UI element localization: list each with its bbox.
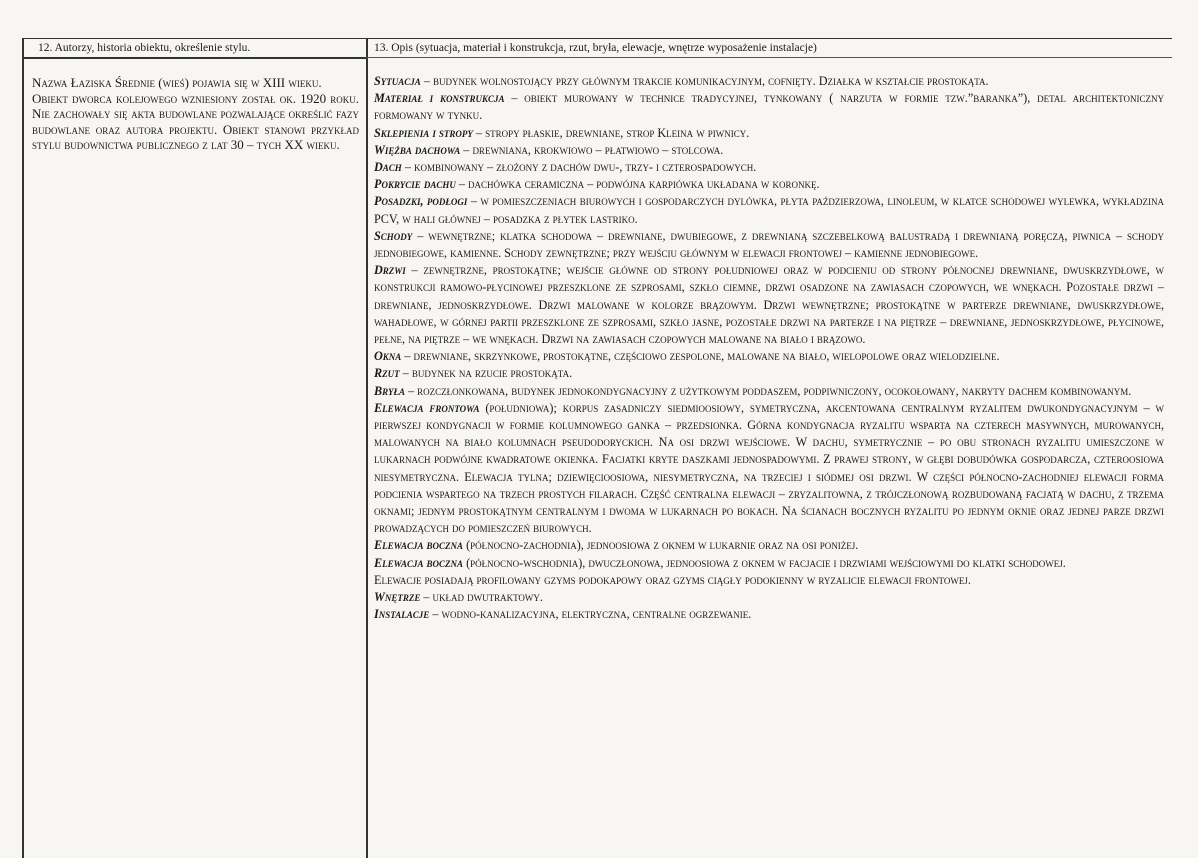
entry-term: Dach — [374, 160, 402, 175]
form-sheet — [22, 38, 1172, 858]
entry-text: – budynek wolnostojący przy głównym trakcie komunikacyjnym, cofnięty. Działka w kształcie prostokąta. — [420, 74, 989, 88]
description-entry — [374, 262, 1164, 348]
entry-term: Bryła — [374, 383, 405, 398]
description-entry — [374, 572, 1164, 589]
entry-term: Okna — [374, 349, 402, 364]
entry-text: – wewnętrzne; klatka schodowa – drewniane, dwubiegowe, z drewnianą szczebelkową balustradą i drewnianą poręczą, piwnica – schody jednobiegowe, kamienne. Schody zewnętrzne; przy wejściu głównym w elewacji frontowej – kamienne jednobiegowe. — [374, 228, 1164, 261]
entry-text: – dachówka ceramiczna – podwójna karpiówka układana w koronkę. — [455, 177, 820, 192]
entry-term: Drzwi — [374, 263, 406, 278]
description-entry — [374, 125, 1164, 142]
entry-term: Pokrycie dachu — [374, 177, 456, 192]
entry-text: – budynek na rzucie prostokąta. — [399, 366, 573, 381]
entry-text: (północno-wschodnia), dwuczłonowa, jednoosiowa z oknem w facjacie i drzwiami wejściowymi do klatki schodowej. — [463, 555, 1066, 570]
description-entry — [374, 159, 1164, 176]
description-entry — [374, 365, 1164, 382]
entry-term: Posadzki, podłogi — [374, 194, 468, 209]
entry-text: – zewnętrzne, prostokątne; wejście główne od strony południowej oraz w podcieniu od strony północnej drewniane, dwuskrzydłowe, w konstrukcji ramowo-płycinowej przeszklone ze szprosami, szkło ciemne, drzwi osadzone na zawiasach czopowych, we wnękach. Pozostałe drzwi – drewniane, jednoskrzydłowe. Drzwi malowane w kolorze brązowym. Drzwi wewnętrzne; prostokątne w parterze drewniane, dwuskrzydłowe, wahadłowe, w górnej partii przeszklone ze szprosami, szkło jasne, pozostałe drzwi na parterze i na piętrze – drewniane, jednoskrzydłowe, płycinowe, pełne, na piętrze – we wnękach. Drzwi na zawiasach czopowych malowane na biało i brązowo. — [374, 263, 1164, 347]
entry-term: Elewacja boczna — [374, 538, 464, 553]
description-entry — [374, 193, 1164, 227]
entry-text: (północno-zachodnia), jednoosiowa z oknem w lukarnie oraz na osi poniżej. — [463, 538, 859, 553]
entry-text: (południowa); korpus zasadniczy siedmioosiowy, symetryczna, akcentowana centralnym ryzalitem dwukondygnacyjnym – w pierwszej kondygnacji w formie kolumnowego ganka – przedsionka. Górna kondygnacja ryzalitu wsparta na czterech masywnych, murowanych, malowanych na biało kolumnach pseudodoryckich. Na osi drzwi wejściowe. W dachu, symetrycznie – po obu stronach ryzalitu umieszczone w lukarnach podwójne kwadratowe okienka. Facjatki kryte daszkami jednospadowymi. Z prawej strony, w głębi dobudówka gospodarcza, czteroosiowa niesymetryczna. Elewacja tylna; dziewięcioosiowa, niesymetryczna, na trzeciej i siódmej osi drzwi. W części północno-zachodniej elewacji forma podcienia wspartego na trzech prostych filarach. Część centralna elewacji – zryzalitowna, z trójczłonową rozbudowaną facjatą w dachu, z trzema oknami; jednym prostokątnym centralnym i dwoma w lukarnach po bokach. Na ścianach bocznych ryzalitu po jednym oknie oraz jednej parze drzwi prowadzących do pomieszczeń biurowych. — [374, 400, 1164, 536]
entry-text: – drewniana, krokwiowo – płatwiowo – stolcowa. — [460, 142, 724, 157]
entry-term: Schody — [374, 228, 413, 243]
description-column — [374, 73, 1164, 624]
entry-text: – wodno-kanalizacyjna, elektryczna, centralne ogrzewanie. — [429, 607, 752, 622]
entry-term: Sklepienia i stropy — [374, 125, 473, 140]
entry-term: Elewacja frontowa — [374, 400, 480, 415]
history-column — [32, 75, 359, 153]
entry-text: – obiekt murowany w technice tradycyjnej, tynkowany ( narzuta w formie tzw.”baranka”), detal architektoniczny formowany w tynku. — [374, 91, 1165, 123]
description-entry — [374, 142, 1164, 159]
description-entry — [374, 537, 1164, 554]
description-entry — [374, 176, 1164, 193]
section-12-header: 12. Autorzy, historia obiektu, określenie stylu. — [38, 42, 251, 54]
description-entry — [374, 606, 1164, 623]
entry-text: – stropy płaskie, drewniane, strop Kleina w piwnicy. — [472, 125, 750, 140]
entry-term: Instalacje — [374, 607, 430, 622]
description-entry — [374, 383, 1164, 400]
entry-term: Sytuacja — [374, 74, 421, 88]
column-divider — [366, 39, 368, 858]
entry-term: Elewacja boczna — [374, 555, 464, 570]
description-entry — [374, 228, 1164, 262]
description-entry — [374, 73, 1164, 90]
header-rule-left — [22, 57, 368, 59]
history-paragraph: Obiekt dworca kolejowego wzniesiony został ok. 1920 roku. Nie zachowały się akta budowlane pozwalające określić fazy budowlane oraz autora projektu. Obiekt stanowi przykład stylu budownictwa publicznego z lat 30 – tych XX wieku. — [32, 90, 359, 152]
header-rule-right — [366, 57, 1172, 58]
entry-term: Wnętrze — [374, 590, 421, 605]
entry-text: – kombinowany – złożony z dachów dwu-, trzy- i czterospadowych. — [401, 160, 757, 175]
entry-term: Rzut — [374, 366, 400, 381]
description-entry — [374, 555, 1164, 572]
entry-text: – drewniane, skrzynkowe, prostokątne, częściowo zespolone, malowane na biało, wielopolowe oraz wielodzielne. — [401, 349, 1000, 364]
entry-text: – układ dwutraktowy. — [420, 590, 543, 605]
left-border — [22, 39, 24, 858]
entry-term: Materiał i konstrukcja — [374, 91, 505, 106]
history-paragraph: Nazwa Łaziska Średnie (wieś) pojawia się w XIII wieku. — [32, 75, 322, 90]
entry-term: Więźba dachowa — [374, 142, 461, 157]
entry-text: Elewacje posiadają profilowany gzyms podokapowy oraz gzyms ciągły podokienny w ryzalicie elewacji frontowej. — [374, 572, 971, 587]
entry-text: – w pomieszczeniach biurowych i gospodarczych dylówka, płyta paździerzowa, linoleum, w klatce schodowej wylewka, wykładzina PCV, w hali głównej – posadzka z płytek lastriko. — [374, 194, 1165, 226]
description-entry — [374, 348, 1164, 365]
description-entry — [374, 400, 1164, 538]
description-entry — [374, 90, 1164, 124]
entry-text: – rozczłonkowana, budynek jednokondygnacyjny z użytkowym poddaszem, podpiwniczony, ocokołowany, nakryty dachem kombinowanym. — [404, 383, 1132, 398]
description-entry — [374, 589, 1164, 606]
section-13-header: 13. Opis (sytuacja, materiał i konstrukcja, rzut, bryła, elewacje, wnętrze wyposażenie instalacje) — [374, 42, 817, 54]
